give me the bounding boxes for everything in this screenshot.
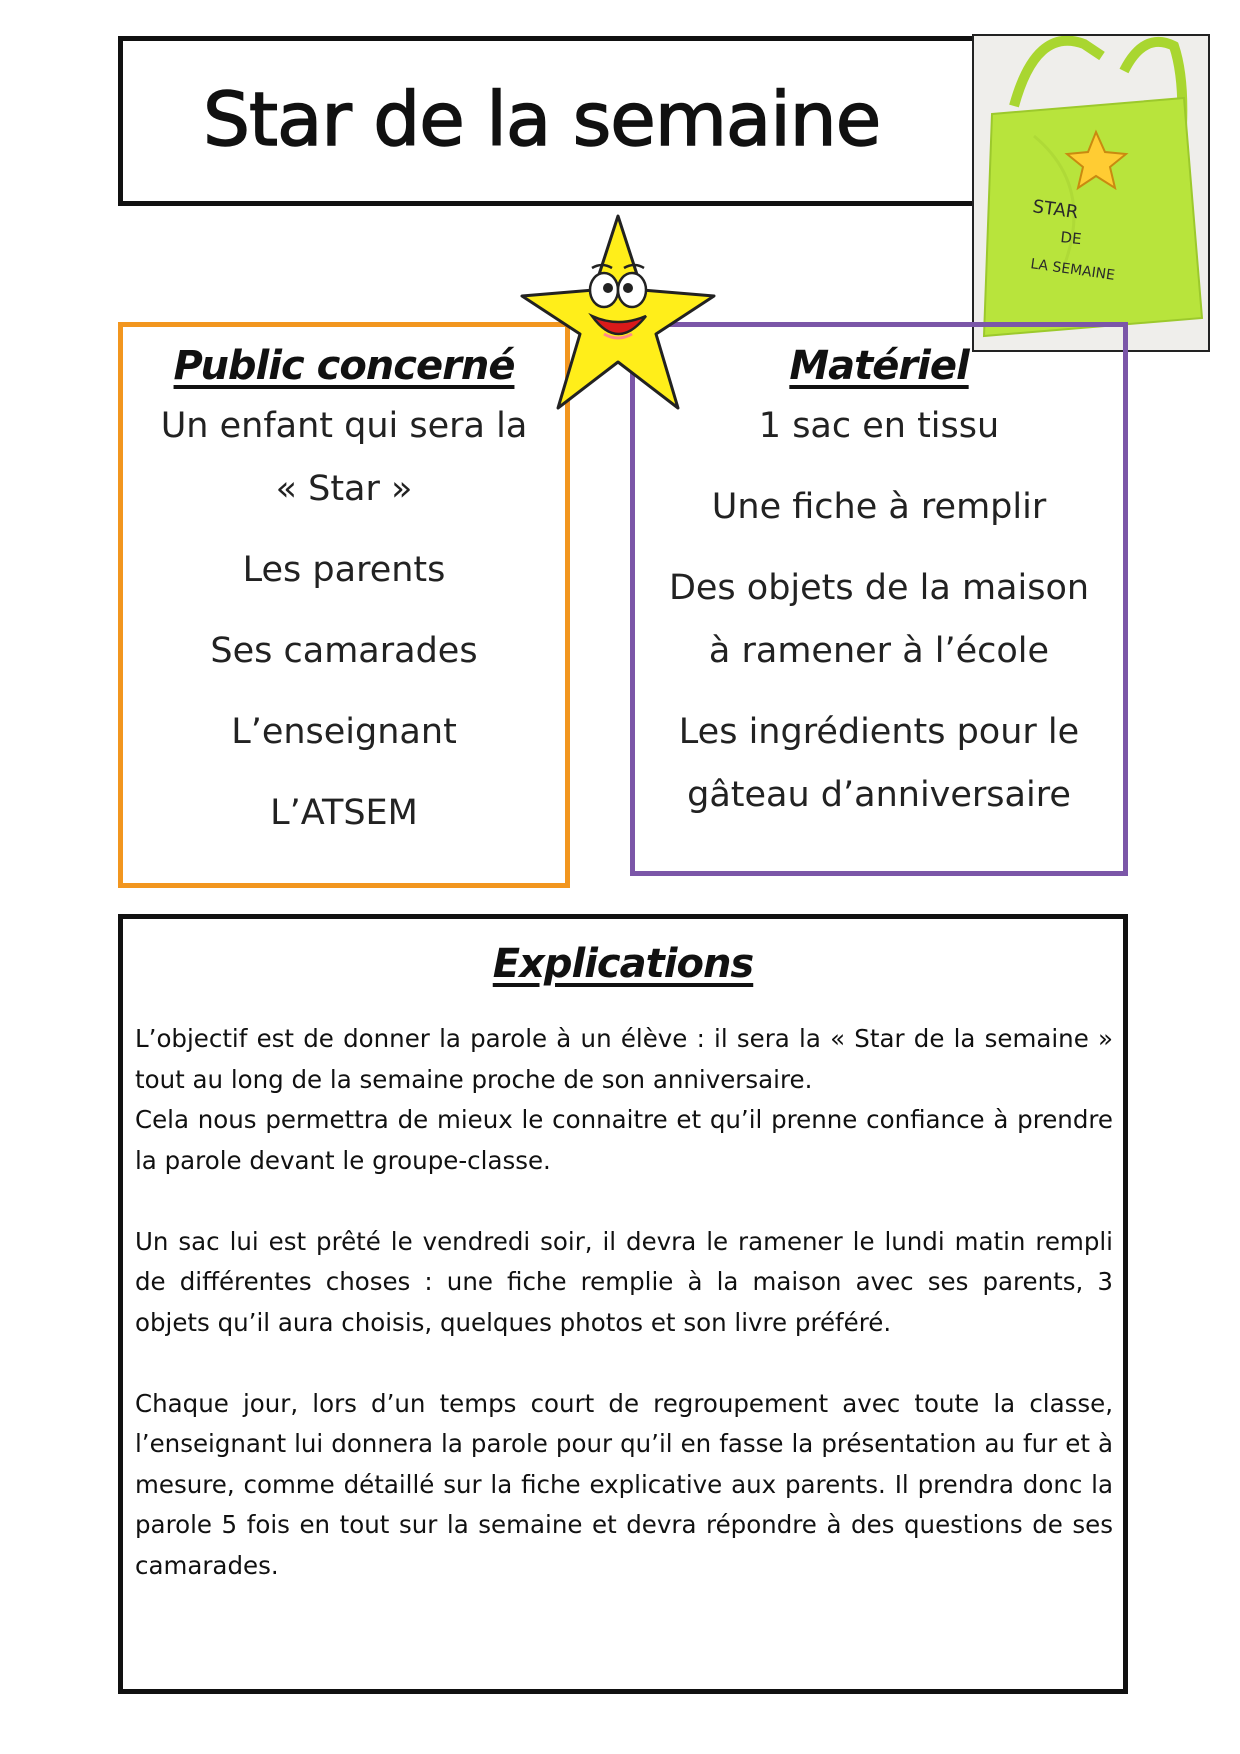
explications-box [118, 914, 1128, 1694]
explications-paragraph: Un sac lui est prêté le vendredi soir, il devra le ramener le lundi matin rempli de différentes choses : une fiche remplie à la maison avec ses parents, 3 objets qu’il aura choisis, quelques photos et son livre préféré. [135, 1226, 1113, 1337]
bag-text-star: STAR [1031, 196, 1080, 224]
star-bag-photo [972, 34, 1210, 352]
bag-text-de: DE [1059, 228, 1083, 249]
explications-paragraph: Chaque jour, lors d’un temps court de regroupement avec toute la classe, l’enseignant lui donnera la parole pour qu’il en fasse la présentation au fur et à mesure, comme détaillé sur la fiche explicative aux parents. Il prendra donc la parole 5 fois en tout sur la semaine et devra répondre à des questions de ses camarades. [135, 1388, 1113, 1580]
public-list [123, 395, 565, 845]
star-mascot-icon [518, 212, 718, 412]
materiel-list [635, 395, 1123, 827]
public-item: L’enseignant [231, 712, 457, 752]
public-item: « Star » [275, 469, 413, 509]
explications-heading: Explications [492, 941, 754, 987]
materiel-item: Les ingrédients pour le [678, 712, 1080, 752]
materiel-item: Des objets de la maison [668, 568, 1090, 608]
explications-paragraph: L’objectif est de donner la parole à un élève : il sera la « Star de la semaine » tout au long de la semaine proche de son anniversaire. [135, 1024, 1113, 1094]
explications-paragraph: Cela nous permettra de mieux le connaitre et qu’il prenne confiance à prendre la parole devant le groupe-classe. [135, 1105, 1113, 1175]
materiel-item: Une fiche à remplir [711, 487, 1047, 527]
public-item: Les parents [242, 550, 446, 590]
bag-text-la-semaine: LA SEMAINE [1029, 256, 1116, 284]
explications-body [135, 1019, 1113, 1627]
materiel-item: à ramener à l’école [708, 631, 1050, 671]
public-item: Ses camarades [210, 631, 478, 671]
materiel-item: gâteau d’anniversaire [687, 775, 1071, 815]
public-item: L’ATSEM [270, 793, 418, 833]
page-title: Star de la semaine [203, 77, 881, 163]
title-box [118, 36, 978, 206]
materiel-item: 1 sac en tissu [758, 406, 1000, 446]
public-heading: Public concerné [173, 343, 515, 389]
public-item: Un enfant qui sera la [160, 406, 528, 446]
materiel-heading: Matériel [789, 343, 969, 389]
public-box [118, 322, 570, 888]
bag-illustration [974, 36, 1210, 352]
